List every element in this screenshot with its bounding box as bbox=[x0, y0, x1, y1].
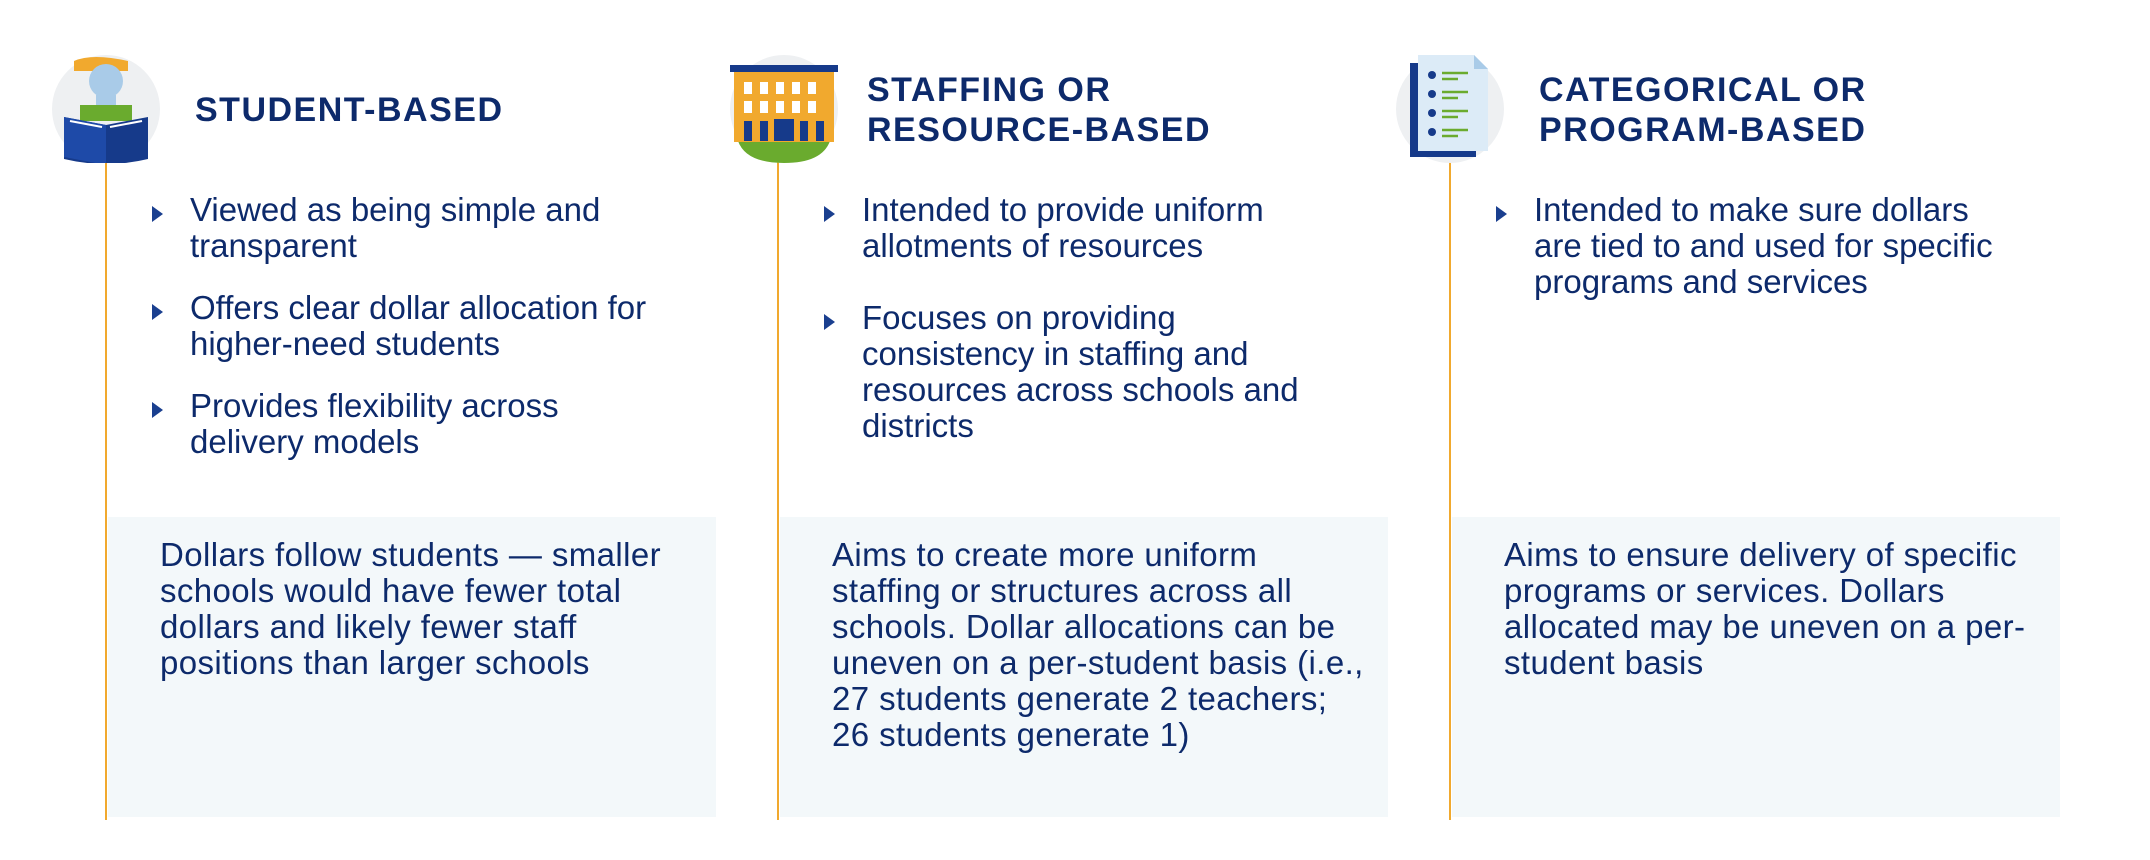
list-item: Intended to provide uniform allotments of resources bbox=[822, 192, 1342, 264]
bullet-list bbox=[1494, 192, 2014, 326]
column-categorical-based bbox=[1344, 0, 2044, 860]
summary-text: Dollars follow students — smaller schools would have fewer total dollars and likely fewer staff positions than larger schools bbox=[160, 536, 662, 681]
list-item: Viewed as being simple and transparent bbox=[150, 192, 670, 264]
summary-text: Aims to create more uniform staffing or structures across all schools. Dollar allocations can be uneven on a per-student basis (i.e., 27 students generate 2 teachers; 26 students generate 1) bbox=[832, 536, 1364, 753]
bullet-arrow-icon bbox=[152, 206, 163, 222]
school-building-icon bbox=[730, 55, 838, 163]
bullet-arrow-icon bbox=[1496, 206, 1507, 222]
bullet-arrow-icon bbox=[152, 304, 163, 320]
bullet-list bbox=[822, 192, 1342, 480]
timeline-line bbox=[1449, 150, 1451, 820]
summary-text: Aims to ensure delivery of specific programs or services. Dollars allocated may be uneven on a per-student basis bbox=[1504, 536, 2026, 681]
list-item: Provides flexibility across delivery models bbox=[150, 388, 670, 460]
column-title: CATEGORICAL OR PROGRAM-BASED bbox=[1539, 71, 1867, 149]
list-item: Offers clear dollar allocation for higher-need students bbox=[150, 290, 670, 362]
column-title: STUDENT-BASED bbox=[195, 91, 504, 129]
bullet-arrow-icon bbox=[824, 314, 835, 330]
checklist-document-icon bbox=[1396, 55, 1504, 163]
column-staffing-based bbox=[672, 0, 1372, 860]
summary-box bbox=[780, 517, 1388, 817]
bullet-list bbox=[150, 192, 670, 486]
list-item: Intended to make sure dollars are tied to and used for specific programs and services bbox=[1494, 192, 2014, 300]
student-reading-icon bbox=[52, 55, 160, 163]
column-student-based bbox=[0, 0, 700, 860]
bullet-arrow-icon bbox=[152, 402, 163, 418]
summary-box bbox=[108, 517, 716, 817]
timeline-line bbox=[777, 150, 779, 820]
bullet-arrow-icon bbox=[824, 206, 835, 222]
column-title: STAFFING OR RESOURCE-BASED bbox=[867, 71, 1212, 149]
timeline-line bbox=[105, 150, 107, 820]
summary-box bbox=[1452, 517, 2060, 817]
list-item: Focuses on providing consistency in staffing and resources across schools and districts bbox=[822, 300, 1342, 444]
